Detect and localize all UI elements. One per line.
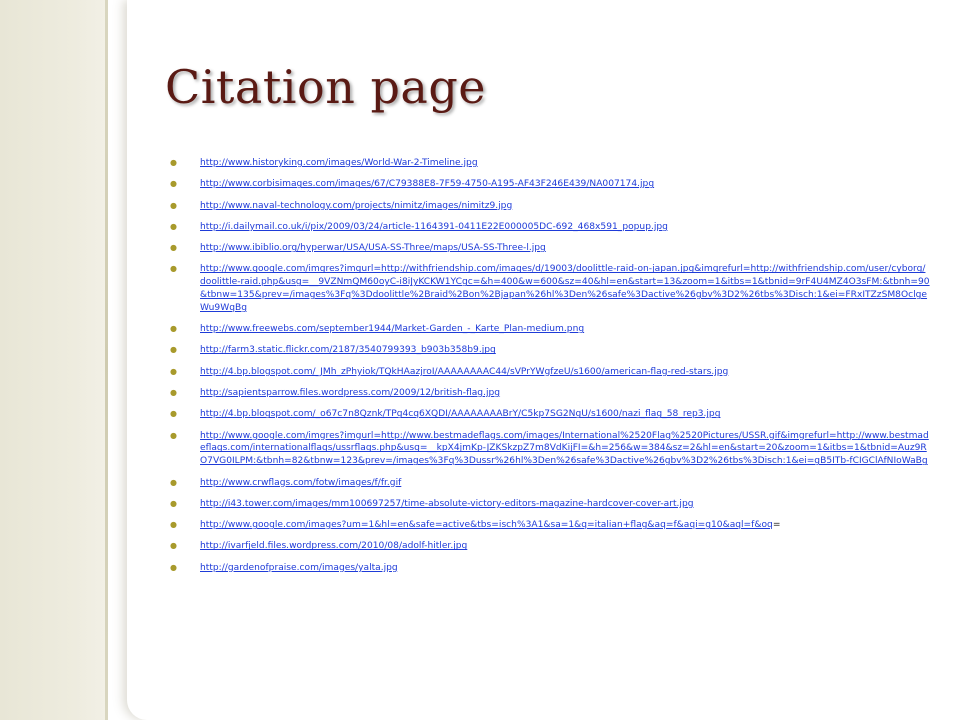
- citation-item: [170, 263, 930, 314]
- citation-item: [170, 178, 930, 191]
- bullet-dot-icon: ●: [170, 430, 177, 440]
- citation-link[interactable]: http://farm3.static.flickr.com/2187/3540799393_b903b358b9.jpg: [200, 345, 496, 356]
- citation-item: [170, 200, 930, 213]
- bullet-dot-icon: ●: [170, 520, 177, 530]
- citation-item: [170, 408, 930, 421]
- bullet-dot-icon: ●: [170, 541, 177, 551]
- citation-item: [170, 562, 930, 575]
- bullet-dot-icon: ●: [170, 562, 177, 572]
- bullet-dot-icon: ●: [170, 264, 177, 274]
- citation-item: [170, 366, 930, 379]
- citation-item: [170, 323, 930, 336]
- citation-item: [170, 477, 930, 490]
- citation-link[interactable]: http://ivarfjeld.files.wordpress.com/2010/08/adolf-hitler.jpg: [200, 541, 468, 552]
- citation-list: [170, 157, 930, 583]
- bullet-dot-icon: ●: [170, 477, 177, 487]
- bullet-dot-icon: ●: [170, 409, 177, 419]
- citation-link[interactable]: http://www.crwflags.com/fotw/images/f/fr.gif: [200, 477, 402, 488]
- citation-item: [170, 387, 930, 400]
- citation-suffix: =: [772, 520, 781, 531]
- citation-link[interactable]: http://www.google.com/imgres?imgurl=http://www.bestmadeflags.com/images/International%2520Flag%2520Pictures/USSR.gif&imgrefurl=http://www.bestmadeflags.com/internationalflags/ussrflags.php&usg=__kpX4jmKp-JZKSkzpZ7m8VdKijFI=&h=256&w=384&sz=2&hl=en&start=20&zoom=1&itbs=1&tbnid=Auz9RO7VG0ILPM:&tbnh=82&tbnw=123&prev=/images%3Fq%3Dussr%26hl%3Den%26safe%3Dactive%26gbv%3D2%26tbs%3Disch:1&ei=gB5ITb-fCIGClAfNIoWaBg: [200, 430, 929, 467]
- bullet-dot-icon: ●: [170, 200, 177, 210]
- citation-link[interactable]: http://www.corbisimages.com/images/67/C79388E8-7F59-4750-A195-AF43F246E439/NA007174.jpg: [200, 179, 655, 190]
- citation-link[interactable]: http://i.dailymail.co.uk/i/pix/2009/03/24/article-1164391-0411E22E000005DC-692_468x591_popup.jpg: [200, 221, 668, 232]
- citation-item: [170, 157, 930, 170]
- bullet-dot-icon: ●: [170, 345, 177, 355]
- citation-link[interactable]: http://gardenofpraise.com/images/yalta.jpg: [200, 562, 398, 573]
- citation-item: [170, 498, 930, 511]
- slide-title: Citation page: [165, 60, 486, 114]
- citation-link[interactable]: http://www.google.com/images?um=1&hl=en&safe=active&tbs=isch%3A1&sa=1&q=italian+flag&aq=f&aqi=g10&aql=f&oq: [200, 520, 773, 531]
- citation-item: [170, 344, 930, 357]
- citation-item: [170, 221, 930, 234]
- citation-item: [170, 430, 930, 468]
- citation-item: [170, 519, 930, 532]
- bullet-dot-icon: ●: [170, 388, 177, 398]
- bullet-dot-icon: ●: [170, 498, 177, 508]
- citation-link[interactable]: http://www.historyking.com/images/World-War-2-Timeline.jpg: [200, 158, 478, 168]
- citation-link[interactable]: http://4.bp.blogspot.com/_o67c7n8Qznk/TPg4cq6XQDI/AAAAAAAABrY/C5kp7SG2NgU/s1600/nazi_flag_58_rep3.jpg: [200, 409, 721, 420]
- citation-link[interactable]: http://www.google.com/imgres?imgurl=http://withfriendship.com/images/d/19003/doolittle-raid-on-japan.jpg&imgrefurl=http://withfriendship.com/user/cyborg/doolittle-raid.php&usg=__9VZNmQM60oyC-i8iJyKCKW1YCgc=&h=400&w=600&sz=40&hl=en&start=13&zoom=1&itbs=1&tbnid=9rF4U4MZ4O3sFM:&tbnh=90&tbnw=135&prev=/images%3Fq%3Ddoolittle%2Braid%2Bon%2Bjapan%26hl%3Den%26safe%3Dactive%26gbv%3D2%26tbs%3Disch:1&ei=FRxITZzSM8OclgeWu9WqBg: [200, 264, 930, 313]
- citation-link[interactable]: http://www.ibiblio.org/hyperwar/USA/USA-SS-Three/maps/USA-SS-Three-l.jpg: [200, 243, 546, 254]
- bullet-dot-icon: ●: [170, 221, 177, 231]
- citation-link[interactable]: http://i43.tower.com/images/mm100697257/time-absolute-victory-editors-magazine-hardcover-cover-art.jpg: [200, 498, 694, 509]
- citation-item: [170, 540, 930, 553]
- band-edge-divider: [105, 0, 108, 720]
- citation-link[interactable]: http://www.freewebs.com/september1944/Market-Garden_-_Karte_Plan-medium.png: [200, 324, 585, 335]
- citation-item: [170, 242, 930, 255]
- citation-link[interactable]: http://www.naval-technology.com/projects/nimitz/images/nimitz9.jpg: [200, 200, 513, 211]
- citation-link[interactable]: http://4.bp.blogspot.com/_JMh_zPhyiok/TQkHAazjroI/AAAAAAAAC44/sVPrYWgfzeU/s1600/american-flag-red-stars.jpg: [200, 366, 729, 377]
- bullet-dot-icon: ●: [170, 243, 177, 253]
- bullet-dot-icon: ●: [170, 179, 177, 189]
- left-decorative-band: [0, 0, 107, 720]
- bullet-dot-icon: ●: [170, 158, 177, 167]
- citation-link[interactable]: http://sapientsparrow.files.wordpress.com/2009/12/british-flag.jpg: [200, 388, 501, 399]
- bullet-dot-icon: ●: [170, 366, 177, 376]
- bullet-dot-icon: ●: [170, 324, 177, 334]
